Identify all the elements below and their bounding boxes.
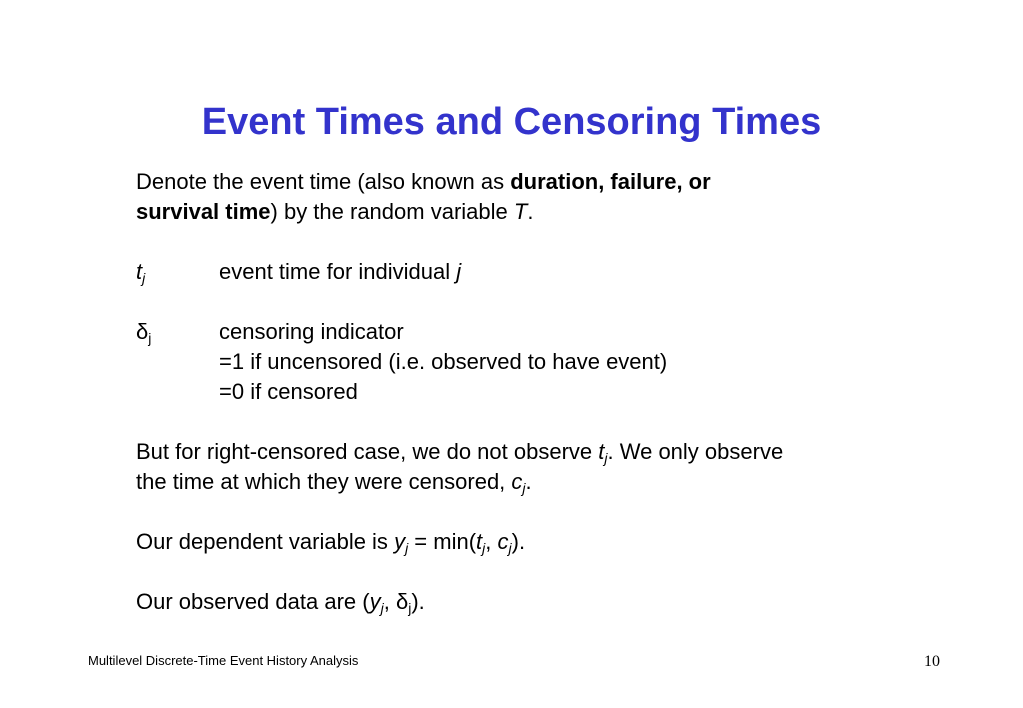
symbol-t: t (136, 259, 143, 284)
subscript-j: j (405, 540, 409, 556)
symbol-delta: δ (136, 319, 149, 344)
para-text: Our observed data are ( (136, 589, 370, 614)
variable-c: c (511, 469, 523, 494)
subscript-j: j (380, 600, 384, 616)
dependent-variable-line (136, 527, 525, 557)
right-censored-line-1 (136, 437, 783, 467)
intro-bold-term: survival time (136, 199, 271, 224)
intro-line-1 (136, 167, 711, 197)
subscript-j: j (522, 480, 526, 496)
def-delta-line-2: =1 if uncensored (i.e. observed to have event) (219, 349, 668, 374)
variable-y: y (369, 589, 381, 614)
observed-data-line (136, 587, 425, 617)
variable-j: j (456, 259, 462, 284)
para-text: the time at which they were censored, (136, 469, 512, 494)
variable-c: c (497, 529, 509, 554)
subscript-j: j (148, 330, 152, 346)
punct: , (383, 589, 396, 614)
variable-T: T (513, 199, 528, 224)
intro-text: Denote the event time (also known as (136, 169, 511, 194)
def-t-description (219, 257, 461, 287)
def-delta-line-3: =0 if censored (219, 379, 358, 404)
page-number: 10 (924, 653, 940, 670)
para-text: But for right-censored case, we do not observe (136, 439, 599, 464)
subscript-j: j (142, 270, 146, 286)
def-t-symbol (136, 257, 145, 287)
def-text: event time for individual (219, 259, 457, 284)
footer-title: Multilevel Discrete-Time Event History Analysis (88, 653, 359, 668)
punct: , (485, 529, 498, 554)
punct: . (525, 469, 532, 494)
subscript-j: j (482, 540, 486, 556)
punct: . (527, 199, 534, 224)
slide-title: Event Times and Censoring Times (201, 101, 822, 143)
right-censored-line-2 (136, 467, 532, 497)
equals-min: = min( (408, 529, 477, 554)
punct: ). (411, 589, 425, 614)
symbol-delta: δ (395, 589, 409, 614)
subscript-j: j (604, 450, 608, 466)
variable-t: t (598, 439, 605, 464)
def-delta-symbol (136, 317, 151, 347)
para-text: . We only observe (607, 439, 784, 464)
subscript-j: j (408, 600, 412, 616)
punct: ). (511, 529, 526, 554)
para-text: Our dependent variable is (136, 529, 395, 554)
intro-bold-terms: duration, failure, or (510, 169, 711, 194)
variable-t: t (476, 529, 483, 554)
intro-text: ) by the random variable (270, 199, 514, 224)
intro-line-2 (136, 197, 533, 227)
variable-y: y (394, 529, 406, 554)
subscript-j: j (508, 540, 512, 556)
def-delta-line-1: censoring indicator (219, 319, 404, 344)
